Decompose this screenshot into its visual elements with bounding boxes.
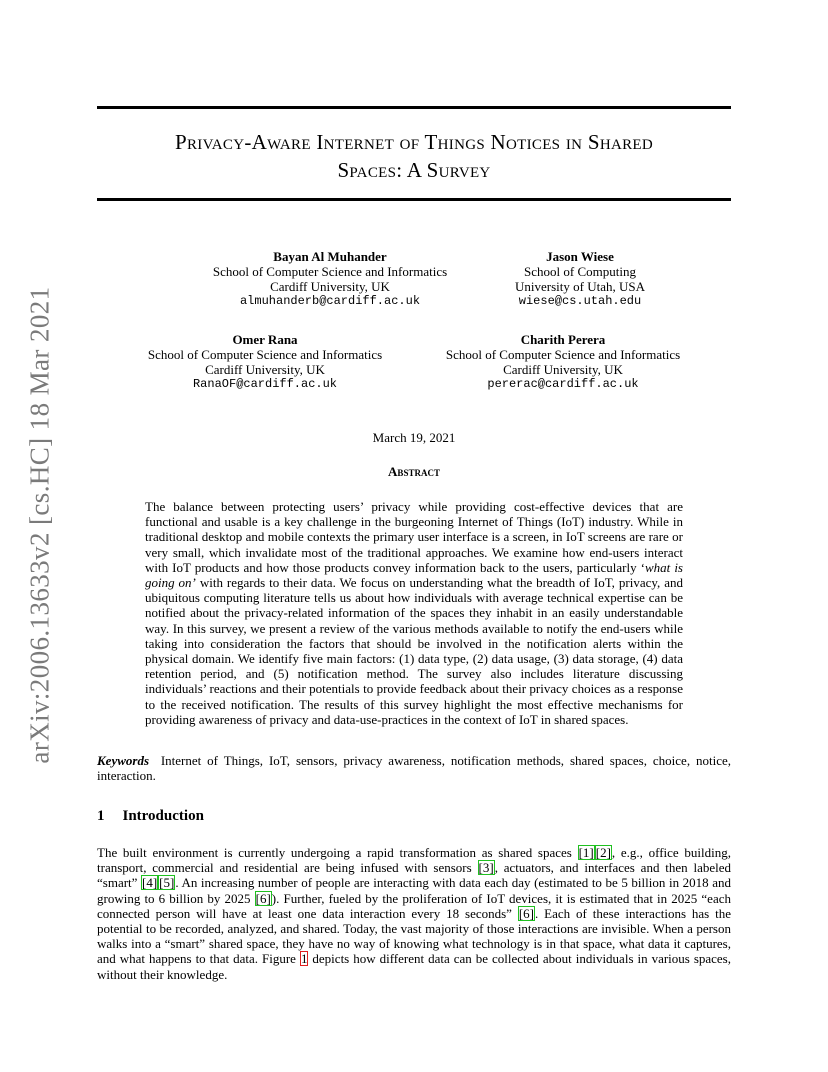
author-location: University of Utah, USA [515,279,645,294]
title-rule-top [97,106,731,109]
author-block [420,249,740,309]
intro-text: ). Further, fueled by the proliferation of IoT devices, it is estimated that in 2025 “each connected person will have at least one data interaction every 18 seconds” [97,890,731,921]
author-block [418,332,708,392]
author-affiliation: School of Computer Science and Informatics [445,347,681,362]
author-name: Bayan Al Muhander [273,249,387,264]
citation-link[interactable]: [4] [142,875,158,891]
abstract-heading: Abstract [388,464,440,479]
figure-reference-link[interactable]: 1 [300,951,308,967]
author-email[interactable]: wiese@cs.utah.edu [518,294,642,308]
author-name: Jason Wiese [546,249,614,264]
author-location: Cardiff University, UK [503,362,623,377]
abstract-part: with regards to their data. We focus on understanding what the breadth of IoT, privacy, and ubiquitous computing literature tells us about how individuals with average technical expertise can be notified about the privacy-related information of the spaces they inhabit in an easily understandable way. In this survey, we present a review of the various methods available to notify the end-users while taking into consideration the factors that should be involved in the notification alerts within the physical domain. We identify five main factors: (1) data type, (2) data usage, (3) data storage, (4) data retention period, and (5) notification method. The survey also includes literature discussing individuals’ reactions and their potentials to provide feedback about their privacy choices as a response to the received notification. The results of this survey highlight the most effective mechanisms for providing awareness of privacy and data-use-practices in the context of IoT in shared spaces. [145,575,683,727]
abstract-emphasis: what is going on’ [145,559,683,591]
author-email[interactable]: pererac@cardiff.ac.uk [487,377,639,391]
arxiv-identifier: arXiv:2006.13633v2 [cs.HC] 18 Mar 2021 [24,286,55,764]
author-email[interactable]: RanaOF@cardiff.ac.uk [192,377,338,391]
citation-link[interactable]: [6] [518,905,535,921]
author-location: Cardiff University, UK [270,279,390,294]
intro-text: . Each of these interactions has the potential to be recorded, analyzed, and shared. Today, the vast majority of those interactions are invisible. When a person walks into a “smart” shared space, they have no way of knowing what technology is in that space, what data it captures, and what happens to that data. Figure [97,905,731,967]
intro-text: , actuators, and interfaces and then labeled “smart” [97,860,731,891]
intro-text: , e.g., office building, transport, commercial and residential are being infused with sensors [97,845,731,876]
section-title: Introduction [122,808,204,824]
citation-link[interactable]: [6] [255,890,271,906]
author-block [120,332,410,392]
abstract-text [145,499,683,727]
author-name: Omer Rana [232,332,298,347]
keywords-label: Keywords [97,753,149,768]
citation-link[interactable]: [1] [578,845,594,860]
abstract-part: The balance between protecting users’ privacy while providing cost-effective devices that are functional and usable is a key challenge in the burgeoning Internet of Things (IoT) industry. While in traditional desktop and mobile contexts the primary user interface is a screen, in IoT screens are rare or very small, which invalidate most of the traditional approaches. We examine how end-users interact with IoT products and how those products convey information back to the users, particularly ‘ [145,499,683,575]
author-name: Charith Perera [520,332,606,347]
title-line-2: Spaces: A Survey [337,158,491,182]
keywords-text: Internet of Things, IoT, sensors, privacy awareness, notification methods, shared spaces, choice, notice, interaction. [97,753,731,784]
keywords [97,753,731,783]
title-rule-bottom [97,198,731,201]
citation-link[interactable]: [5] [159,875,175,891]
citation-link[interactable]: [3] [478,860,494,876]
intro-text: depicts how different data can be collected about individuals in various spaces, without their knowledge. [97,951,731,982]
author-email[interactable]: almuhanderb@cardiff.ac.uk [239,294,421,308]
intro-text: The built environment is currently undergoing a rapid transformation as shared spaces [97,845,578,860]
title-line-1: Privacy-Aware Internet of Things Notices in Shared [174,130,653,154]
intro-text: . An increasing number of people are interacting with data each day (estimated to be 5 billion in 2018 and growing to 6 billion by 2025 [97,875,731,906]
section-number: 1 [97,808,105,824]
introduction-paragraph [97,845,731,982]
section-heading [97,808,204,825]
author-affiliation: School of Computer Science and Informatics [147,347,383,362]
paper-title [97,128,731,184]
author-affiliation: School of Computer Science and Informatics [212,264,448,279]
author-location: Cardiff University, UK [205,362,325,377]
author-affiliation: School of Computing [524,264,636,279]
citation-link[interactable]: [2] [595,845,611,860]
paper-date: March 19, 2021 [372,430,456,445]
